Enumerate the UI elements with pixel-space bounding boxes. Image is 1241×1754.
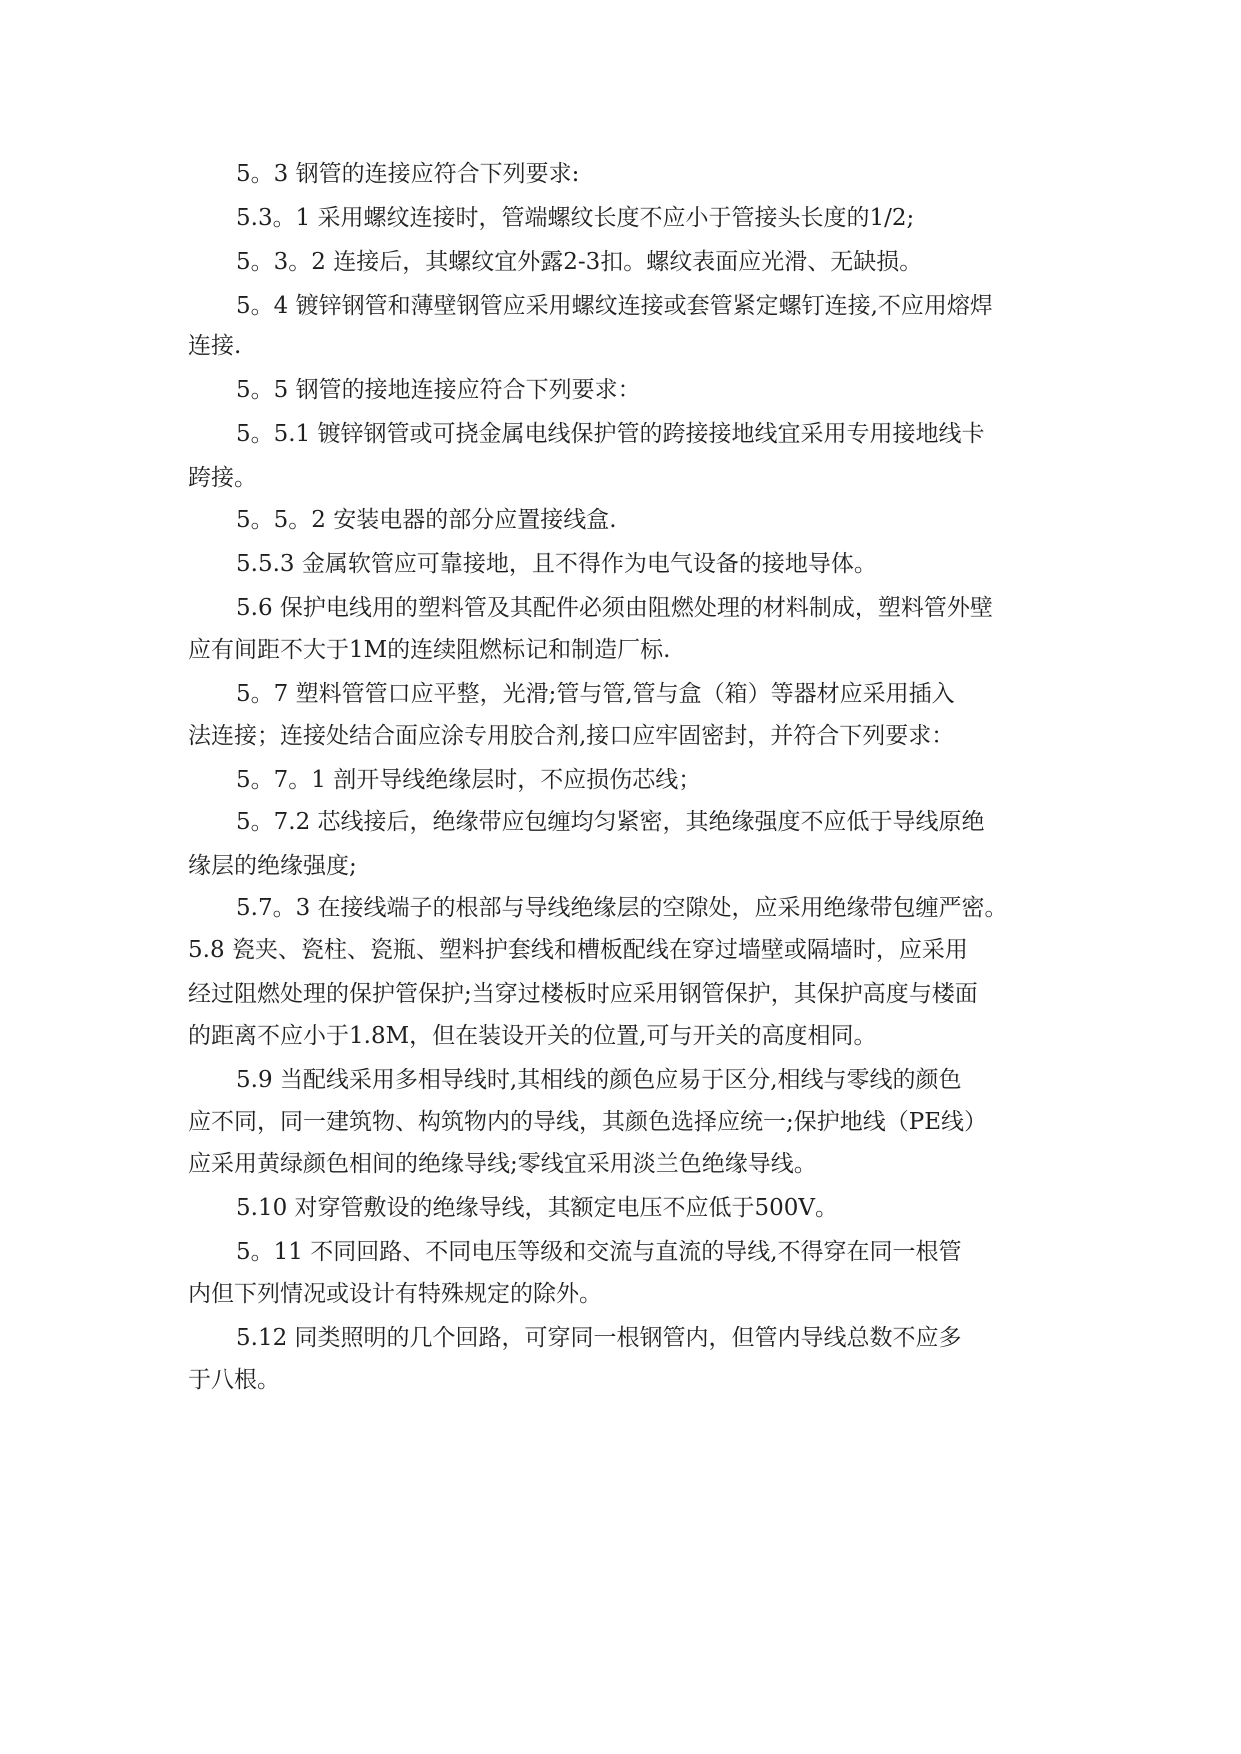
text-line: 5。7 塑料管管口应平整，光滑;管与管,管与盒（箱）等器材应采用插入 xyxy=(236,681,955,707)
text-line: 5。7。1 剖开导线绝缘层时，不应损伤芯线； xyxy=(236,767,702,793)
text-line: 5。5。2 安装电器的部分应置接线盒. xyxy=(236,507,617,533)
text-line: 5.7。3 在接线端子的根部与导线绝缘层的空隙处，应采用绝缘带包缠严密。 xyxy=(236,895,1008,921)
text-line: 应不同，同一建筑物、构筑物内的导线，其颜色选择应统一;保护地线（PE线） xyxy=(188,1109,988,1135)
text-line: 5.8 瓷夹、瓷柱、瓷瓶、塑料护套线和槽板配线在穿过墙壁或隔墙时，应采用 xyxy=(188,937,968,963)
text-line: 5.10 对穿管敷设的绝缘导线，其额定电压不应低于500V。 xyxy=(236,1195,839,1221)
text-line: 于八根。 xyxy=(188,1367,280,1393)
text-line: 连接. xyxy=(188,333,242,359)
text-line: 5。5 钢管的接地连接应符合下列要求： xyxy=(236,377,641,403)
text-line: 5.12 同类照明的几个回路，可穿同一根钢管内，但管内导线总数不应多 xyxy=(236,1325,962,1351)
text-line: 5.3。1 采用螺纹连接时，管端螺纹长度不应小于管接头长度的1/2; xyxy=(236,205,915,231)
text-line: 跨接。 xyxy=(188,465,257,491)
text-line: 5。5.1 镀锌钢管或可挠金属电线保护管的跨接接地线宜采用专用接地线卡 xyxy=(236,421,985,447)
text-line: 5。3 钢管的连接应符合下列要求: xyxy=(236,161,580,187)
text-line: 5.6 保护电线用的塑料管及其配件必须由阻燃处理的材料制成，塑料管外壁 xyxy=(236,595,993,621)
text-line: 法连接；连接处结合面应涂专用胶合剂,接口应牢固密封，并符合下列要求： xyxy=(188,723,955,749)
text-line: 内但下列情况或设计有特殊规定的除外。 xyxy=(188,1281,602,1307)
text-line: 应采用黄绿颜色相间的绝缘导线;零线宜采用淡兰色绝缘导线。 xyxy=(188,1151,817,1177)
text-line: 5。7.2 芯线接后，绝缘带应包缠均匀紧密，其绝缘强度不应低于导线原绝 xyxy=(236,809,985,835)
text-line: 经过阻燃处理的保护管保护;当穿过楼板时应采用钢管保护，其保护高度与楼面 xyxy=(188,981,978,1007)
text-line: 5。11 不同回路、不同电压等级和交流与直流的导线,不得穿在同一根管 xyxy=(236,1239,962,1265)
text-line: 缘层的绝缘强度; xyxy=(188,853,357,879)
text-line: 5。3。2 连接后，其螺纹宜外露2-3扣。螺纹表面应光滑、无缺损。 xyxy=(236,249,923,275)
text-line: 应有间距不大于1M的连续阻燃标记和制造厂标. xyxy=(188,637,671,663)
text-line: 的距离不应小于1.8M，但在装设开关的位置,可与开关的高度相同。 xyxy=(188,1023,877,1049)
text-line: 5.9 当配线采用多相导线时,其相线的颜色应易于区分,相线与零线的颜色 xyxy=(236,1067,962,1093)
text-line: 5。4 镀锌钢管和薄壁钢管应采用螺纹连接或套管紧定螺钉连接,不应用熔焊 xyxy=(236,293,993,319)
text-line: 5.5.3 金属软管应可靠接地，且不得作为电气设备的接地导体。 xyxy=(236,551,877,577)
